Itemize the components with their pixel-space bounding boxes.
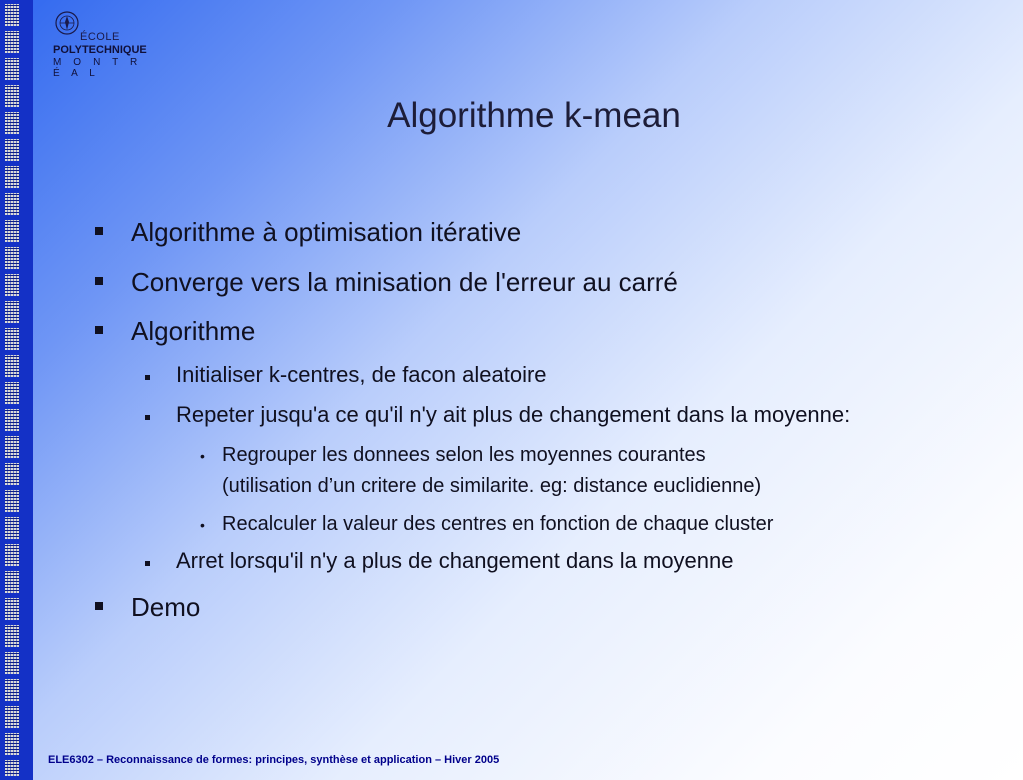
square-bullet-icon (95, 277, 103, 285)
square-bullet-icon (95, 602, 103, 610)
logo-line-montreal: M O N T R É A L (53, 57, 142, 79)
small-square-bullet-icon (145, 561, 150, 566)
bullet-text: Algorithme (131, 316, 256, 346)
bullet-text: Arret lorsqu'il n'y a plus de changement dans la moyenne (176, 548, 734, 573)
square-bullet-icon (95, 227, 103, 235)
square-bullet-icon (95, 326, 103, 334)
bullet-text: Converge vers la minisation de l'erreur au carré (131, 267, 678, 297)
small-square-bullet-icon (145, 415, 150, 420)
bullet-text: Recalculer la valeur des centres en fonction de chaque cluster (222, 513, 774, 535)
bullet-text: Initialiser k-centres, de facon aleatoire (176, 362, 547, 387)
logo-line-ecole: ÉCOLE (80, 31, 120, 43)
dot-bullet-icon: • (200, 517, 205, 533)
bullet-text: Repeter jusqu'a ce qu'il n'y ait plus de changement dans la moyenne: (176, 402, 851, 427)
bullet-text: Demo (131, 592, 201, 622)
slide-footer: ELE6302 – Reconnaissance de formes: principes, synthèse et application – Hiver 2005 (48, 754, 500, 766)
bullet-text-line1: Regrouper les donnees selon les moyennes courantes (222, 444, 706, 466)
slide-title: Algorithme k-mean (387, 96, 681, 135)
emblem-icon (54, 10, 80, 36)
strip-pattern-gaps (5, 4, 19, 776)
bullet-text-line2: (utilisation d’un critere de similarite. eg: distance euclidienne) (222, 475, 762, 497)
bullet-text: Algorithme à optimisation itérative (131, 217, 522, 247)
dot-bullet-icon: • (200, 448, 205, 464)
small-square-bullet-icon (145, 375, 150, 380)
logo-line-polytechnique: POLYTECHNIQUE (53, 44, 147, 56)
school-logo (50, 8, 160, 79)
decorative-side-strip (0, 0, 33, 780)
bullet-text (222, 440, 761, 502)
